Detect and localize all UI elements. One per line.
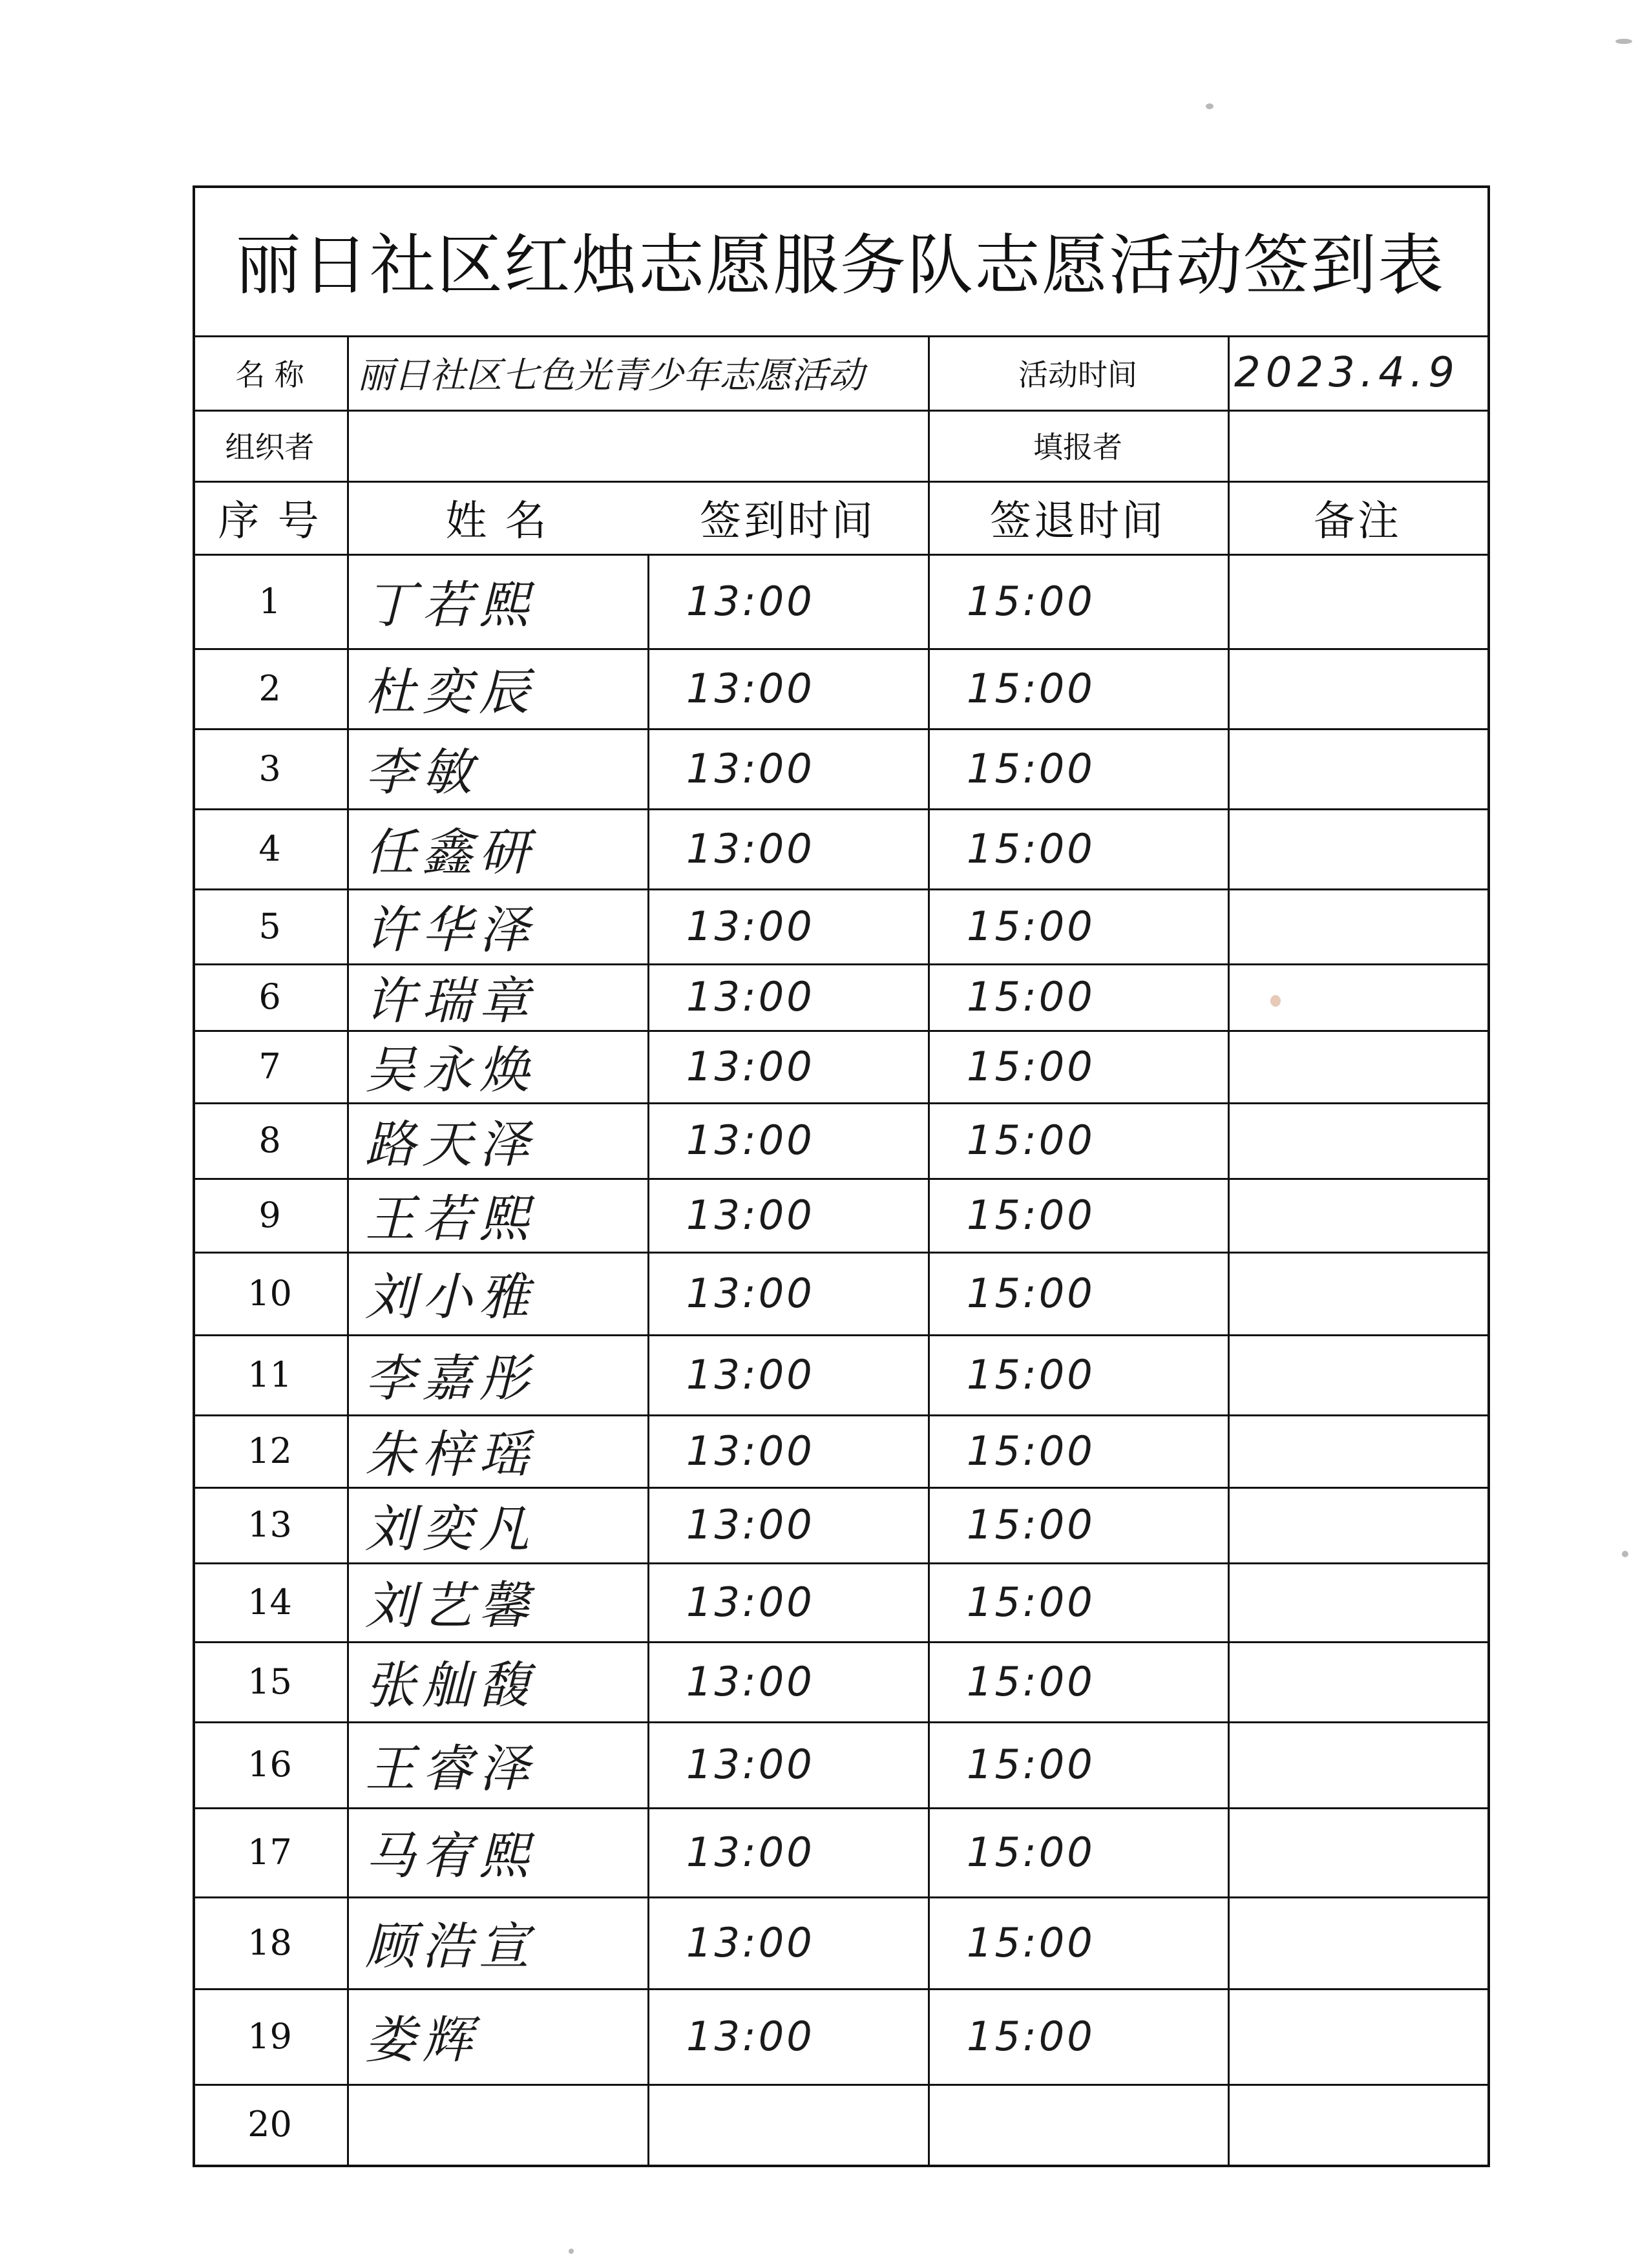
row-sign-in-time: 13:00 [686, 1741, 815, 1788]
activity-time-label: 活动时间 [1018, 357, 1137, 392]
row-remarks [1228, 728, 1487, 808]
row-remarks [1228, 1807, 1487, 1896]
row-name: 许华泽 [365, 901, 536, 960]
row-sign-out-time: 15:00 [967, 1578, 1095, 1626]
row-sign-out-time: 15:00 [967, 1350, 1095, 1398]
row-remarks [1228, 554, 1487, 648]
scan-speck [1206, 103, 1213, 109]
row-number: 16 [247, 1744, 292, 1785]
row-sign-out-time: 15:00 [967, 1741, 1095, 1788]
row-remarks [1228, 963, 1487, 1030]
organizer-value [347, 410, 928, 481]
row-sign-in-time: 13:00 [686, 1828, 815, 1876]
row-remarks [1228, 1252, 1487, 1334]
row-number: 7 [258, 1045, 281, 1087]
row-number: 4 [258, 828, 281, 869]
row-sign-out-time: 15:00 [967, 2012, 1095, 2060]
row-remarks [1228, 1896, 1487, 1988]
row-sign-in-time: 13:00 [686, 1657, 815, 1705]
row-number: 1 [258, 580, 281, 622]
scan-speck [1615, 39, 1632, 44]
col-header-sign-out: 签退时间 [990, 497, 1166, 545]
row-name: 朱梓瑶 [365, 1426, 536, 1484]
row-name: 丁若熙 [365, 576, 536, 635]
scan-speck [1622, 1551, 1628, 1557]
row-sign-in-time: 13:00 [686, 1578, 815, 1626]
row-remarks [1228, 1562, 1487, 1641]
row-sign-in-time: 13:00 [686, 1042, 815, 1090]
row-remarks [1228, 1414, 1487, 1487]
scan-speck [569, 2249, 574, 2254]
row-name: 刘小雅 [365, 1268, 536, 1327]
row-sign-in-time: 13:00 [686, 1427, 815, 1475]
row-name: 马宥熙 [365, 1827, 536, 1885]
sheet-title: 丽日社区红烛志愿服务队志愿活动签到表 [235, 227, 1445, 304]
row-sign-out-time: 15:00 [967, 1427, 1095, 1475]
row-remarks [1228, 648, 1487, 728]
reporter-label: 填报者 [1033, 430, 1122, 465]
row-sign-in-time: 13:00 [686, 1350, 815, 1398]
row-sign-out-time: 15:00 [967, 1117, 1095, 1164]
row-name: 刘奕凡 [365, 1500, 536, 1559]
row-name: 任鑫研 [365, 824, 536, 882]
row-sign-out-time: 15:00 [967, 824, 1095, 872]
row-sign-in-time: 13:00 [686, 902, 815, 950]
row-sign-out-time [928, 2084, 1228, 2165]
row-remarks [1228, 1334, 1487, 1414]
row-number: 15 [247, 1661, 292, 1702]
col-header-name: 姓 名 [445, 497, 549, 545]
row-number: 6 [258, 976, 281, 1017]
row-number: 3 [258, 748, 281, 789]
row-number: 2 [258, 667, 281, 709]
row-remarks [1228, 1721, 1487, 1807]
row-name: 杜奕辰 [365, 664, 536, 722]
row-name: 顾浩宣 [365, 1918, 536, 1976]
col-header-number: 序 号 [218, 497, 322, 545]
row-remarks [1228, 888, 1487, 963]
row-sign-out-time: 15:00 [967, 1657, 1095, 1705]
row-sign-out-time: 15:00 [967, 664, 1095, 712]
row-sign-out-time: 15:00 [967, 1269, 1095, 1317]
row-remarks [1228, 1178, 1487, 1252]
row-sign-in-time: 13:00 [686, 824, 815, 872]
row-sign-out-time: 15:00 [967, 973, 1095, 1020]
row-number: 12 [247, 1430, 292, 1471]
row-number: 8 [258, 1120, 281, 1160]
row-sign-in-time: 13:00 [686, 1269, 815, 1317]
activity-time-value: 2023.4.9 [1234, 348, 1460, 397]
row-remarks [1228, 2084, 1487, 2165]
reporter-value [1228, 410, 1487, 481]
row-remarks [1228, 1988, 1487, 2084]
row-number: 9 [258, 1194, 281, 1235]
row-number: 18 [247, 1922, 292, 1963]
row-sign-in-time: 13:00 [686, 744, 815, 792]
row-sign-out-time: 15:00 [967, 744, 1095, 792]
row-name: 吴永焕 [365, 1042, 536, 1100]
row-sign-out-time: 15:00 [967, 1501, 1095, 1548]
row-name: 张舢馥 [365, 1657, 536, 1715]
row-number: 17 [247, 1831, 292, 1873]
row-sign-in-time: 13:00 [686, 1918, 815, 1966]
row-remarks [1228, 1641, 1487, 1721]
row-number: 13 [247, 1504, 292, 1545]
row-name: 娄辉 [365, 2011, 479, 2070]
row-sign-out-time: 15:00 [967, 902, 1095, 950]
row-name: 王若熙 [365, 1190, 536, 1248]
row-name: 李敏 [365, 744, 479, 802]
row-remarks [1228, 1102, 1487, 1178]
row-sign-in-time [647, 2084, 928, 2165]
row-sign-in-time: 13:00 [686, 577, 815, 625]
table-border-right [1487, 185, 1490, 2165]
activity-name-value: 丽日社区七色光青少年志愿活动 [357, 354, 864, 397]
row-name: 路天泽 [365, 1115, 536, 1174]
row-sign-out-time: 15:00 [967, 1042, 1095, 1090]
row-remarks [1228, 1487, 1487, 1562]
row-sign-in-time: 13:00 [686, 1117, 815, 1164]
row-sign-out-time: 15:00 [967, 1828, 1095, 1876]
table-border-bottom [193, 2165, 1490, 2167]
row-remarks [1228, 1030, 1487, 1102]
row-name: 李嘉彤 [365, 1350, 536, 1408]
row-sign-in-time: 13:00 [686, 1501, 815, 1548]
row-number: 10 [247, 1272, 292, 1314]
row-name: 刘艺馨 [365, 1577, 536, 1635]
row-sign-out-time: 15:00 [967, 1918, 1095, 1966]
col-header-sign-in: 签到时间 [700, 497, 876, 545]
col-header-remarks: 备注 [1314, 497, 1402, 545]
row-sign-in-time: 13:00 [686, 1191, 815, 1239]
row-name: 王睿泽 [365, 1739, 536, 1798]
row-sign-in-time: 13:00 [686, 2012, 815, 2060]
row-sign-in-time: 13:00 [686, 664, 815, 712]
row-number: 14 [247, 1581, 292, 1622]
row-number: 11 [247, 1354, 292, 1395]
row-number: 5 [258, 905, 281, 947]
organizer-label: 组织者 [225, 430, 315, 465]
row-sign-in-time: 13:00 [686, 973, 815, 1020]
row-number: 19 [247, 2015, 292, 2057]
row-name: 许瑞章 [365, 972, 536, 1031]
activity-name-label: 名 称 [235, 357, 304, 392]
row-number: 20 [247, 2104, 292, 2145]
row-name [347, 2084, 647, 2165]
row-remarks [1228, 808, 1487, 888]
row-sign-out-time: 15:00 [967, 577, 1095, 625]
row-sign-out-time: 15:00 [967, 1191, 1095, 1239]
